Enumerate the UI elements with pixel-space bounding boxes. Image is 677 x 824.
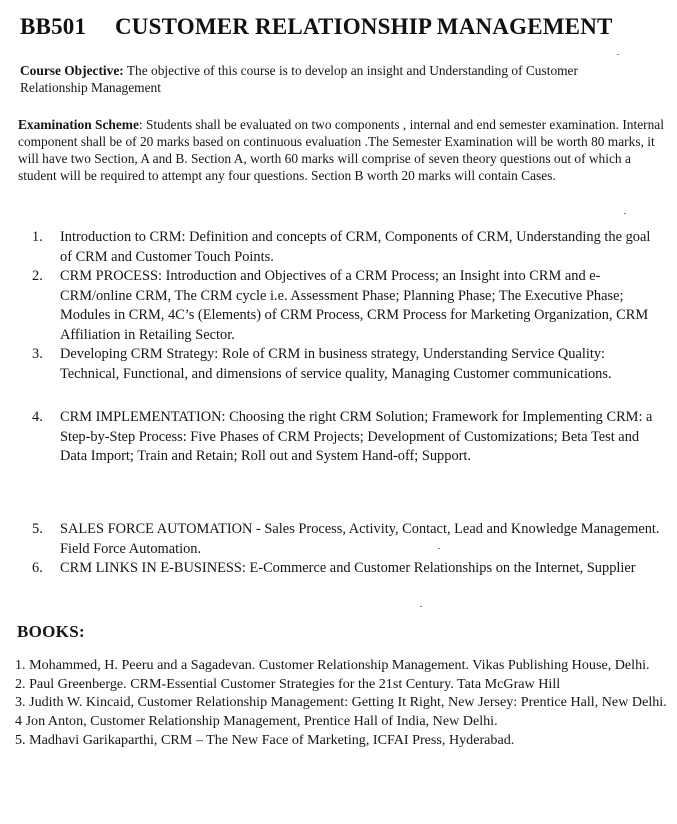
scheme-label: Examination Scheme (18, 117, 139, 132)
list-item-number: 6. (32, 560, 43, 576)
list-item-text: CRM PROCESS: Introduction and Objectives of a CRM Process; an Insight into CRM and e- CRM/online CRM, The CRM cycle i.e. Assessment Phase; Planning Phase; The Executive Phase; Modules in CRM, 4C’s (Elements) of CRM Process, CRM Process for Marketing Organization, CRM Affiliation in Retailing Sector. (60, 268, 649, 343)
list-item-number: 2. (32, 268, 43, 284)
scan-speck (624, 213, 626, 214)
objective-label: Course Objective: (20, 63, 124, 78)
scan-speck (438, 548, 440, 549)
list-item-text: SALES FORCE AUTOMATION - Sales Process, Activity, Contact, Lead and Knowledge Management. Field Force Automation. (60, 521, 660, 557)
scan-speck (617, 54, 619, 55)
examination-scheme (18, 116, 668, 184)
list-item-number: 1. (32, 229, 43, 245)
course-code: BB501 (20, 14, 87, 39)
list-item-number: 4. (32, 409, 43, 425)
book-entry: 2. Paul Greenberge. CRM-Essential Customer Strategies for the 21st Century. Tata McGraw Hill (15, 675, 561, 692)
books-list (15, 656, 670, 750)
scan-speck (420, 606, 422, 607)
list-item-text: Introduction to CRM: Definition and concepts of CRM, Components of CRM, Understanding the goal of CRM and Customer Touch Points. (60, 229, 651, 265)
book-entry: 4 Jon Anton, Customer Relationship Management, Prentice Hall of India, New Delhi. (15, 713, 498, 730)
objective-text: The objective of this course is to develop an insight and Understanding of Customer Relationship Management (20, 63, 578, 95)
course-objective (20, 62, 625, 96)
book-entry: 1. Mohammed, H. Peeru and a Sagadevan. Customer Relationship Management. Vikas Publishing House, Delhi. (15, 657, 650, 673)
page-title (20, 14, 670, 40)
list-item-text: CRM IMPLEMENTATION: Choosing the right CRM Solution; Framework for Implementing CRM: a Step-by-Step Process: Five Phases of CRM Projects; Development of Customizations; Beta Test and Data Import; Train and Retain; Roll out and System Hand-off; Support. (60, 409, 653, 464)
list-item-number: 5. (32, 521, 43, 537)
book-entry: 5. Madhavi Garikaparthi, CRM – The New Face of Marketing, ICFAI Press, Hyderabad. (15, 731, 515, 748)
list-item-number: 3. (32, 346, 43, 362)
course-title: CUSTOMER RELATIONSHIP MANAGEMENT (115, 14, 613, 39)
list-item-text: CRM LINKS IN E-BUSINESS: E-Commerce and Customer Relationships on the Internet, Supplier (60, 560, 636, 576)
scheme-text: : Students shall be evaluated on two components , internal and end semester examination. Internal component shall be of 20 marks based on continuous evaluation .The Semester Examination will be worth 80 marks, it will have two Section, A and B. Section A, worth 60 marks will comprise of seven theory questions out of which a student will be required to attempt any four questions. Section B worth 20 marks will contain Cases. (18, 117, 664, 183)
books-heading: BOOKS: (17, 622, 85, 641)
list-item-text: Developing CRM Strategy: Role of CRM in business strategy, Understanding Service Quality: Technical, Functional, and dimensions of service quality, Managing Customer communications. (60, 346, 612, 382)
book-entry: 3. Judith W. Kincaid, Customer Relationship Management: Getting It Right, New Jersey: Prentice Hall, New Delhi. (15, 694, 667, 711)
